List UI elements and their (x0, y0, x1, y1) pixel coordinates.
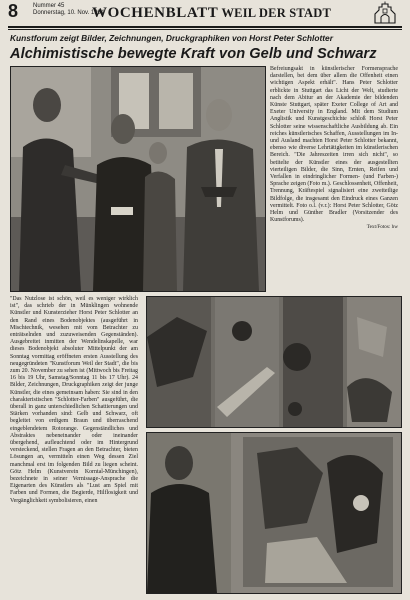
page-number: 8 (8, 1, 19, 21)
newspaper-title (92, 5, 331, 22)
vernissage-photo (10, 66, 266, 292)
newspaper-title-suffix: WEIL DER STADT (221, 6, 331, 20)
town-crest-icon (372, 1, 398, 25)
right-column-paragraph: Befreiungsakt in künstlerischer Formensprache darstellen, bei dem über allem die Offenheit einen wichtigen Aspekt erhält". Hans Peter Schlotter erblickte in Stuttgart das Licht der Welt, studierte nach dem Abitur an der Akademie der bildenden Künste Stuttgart, später Exeter College of Art and Exeter University in England. Mit dem Studium Anglistik und Kunstgeschichte schloß Horst Peter Schlotter seine wissenschaftliche Ausbildung ab. Ein reiches künstlerisches Schaffen, Ausstellungen im In- und Ausland machten Horst Peter Schlotter bekannt, ebenso wie diverse Lehrtätigkeiten im künstlerischen Bereich. "Die Jahreszeiten irren sich nicht", so betitelte der Künstler eines der ausgestellten vierteiligen Bilder, die Sinn, Ernten, Reifen und Verfallen in eindringlicher Formen- (und Farben-) Sprache zeigen (Foto m.). Geschlossenheit, Offenheit, Trennung, Kräftespiel signalisiert eine zweiteilige Bildfolge, die insgesamt den Eindruck eines Ganzen vermittelt. Foto o.l. (v.r.): Horst Peter Schlotter, Götz Helm und Günther Bradler (Vorsitzender des Kunstforums). (270, 66, 398, 224)
left-column-text (10, 296, 138, 505)
header-rule (8, 26, 402, 28)
photo-credit: Text/Fotos: hw (366, 224, 398, 231)
article-kicker: Kunstforum zeigt Bilder, Zeichnungen, Druckgraphiken von Horst Peter Schlotter (10, 33, 333, 43)
artwork-photo (146, 296, 402, 428)
header-rule-thin (8, 29, 402, 30)
artist-photo-image (147, 433, 401, 593)
artwork-photo-image (147, 297, 401, 427)
left-column-paragraph: "Das Nutzlose ist schön, weil es weniger wirklich ist", das schrieb der in Münklingen wohnende Künstler und Kunsterzieher Horst Peter Schlotter an den Rand eines Bodenobjektes (ausgeführt in Mischtechnik, wesehen mit vom Betrachter zu enträtselnden und zuzuweisenden Gegenständen). Ausgebreitet inmitten der Wendelinskapelle, war dieses Bodenobjekt absoluter Mittelpunkt der am Sonntag vormittag eröffneten ersten Ausstellung des neugegründeten "Kunstforum Weil der Stadt", die bis zum 20. November zu sehen ist (Mittwoch bis Freitag 16 bis 19 Uhr, Samstag/Sonntag 11 bis 17 Uhr). 24 Bilder, Zeichnungen, Druckgraphiken zeigt der junge Künstler, die eines gemeinsam haben: Sie sind in den charakteristischen "Schlotter-Farben" ausgeführt, die überall in ganz unterschiedlichen Schattierungen und Stärken vorhanden sind: Gelb und Schwarz, oft begleitet von erdigem Braun und überraschend eingeblendetem Rotorange. Gegenständliches und Abstraktes nebeneinander oder ineinander übergehend, aufleuchtend oder im Hintergrund versteckend, stellen Fragen an den Betrachter, bieten Lösungen an, vermitteln einen Weg dessen Ziel manchmal erst im folgenden Bild zu liegen scheint. Götz Helm (Kunstverein Korntal-Münchingen), bezeichnete in seiner Vernissage-Ansprache die Eigenarten des Künstlers als "Lust am Spiel mit Farben und Formen, die Begierde, Hilflosigkeit und Vergänglichkeit symbolisieren, einen (10, 296, 138, 504)
right-column-text (270, 66, 398, 232)
vernissage-photo-image (11, 67, 265, 291)
artist-photo (146, 432, 402, 594)
newspaper-title-prefix: WOCHENBLATT (92, 5, 219, 21)
issue-date: Donnerstag, 10. Nov. 1994 (33, 10, 105, 16)
article-headline: Alchimistische bewegte Kraft von Gelb und Schwarz (10, 46, 377, 62)
issue-number: Nummer 45 (33, 3, 65, 9)
